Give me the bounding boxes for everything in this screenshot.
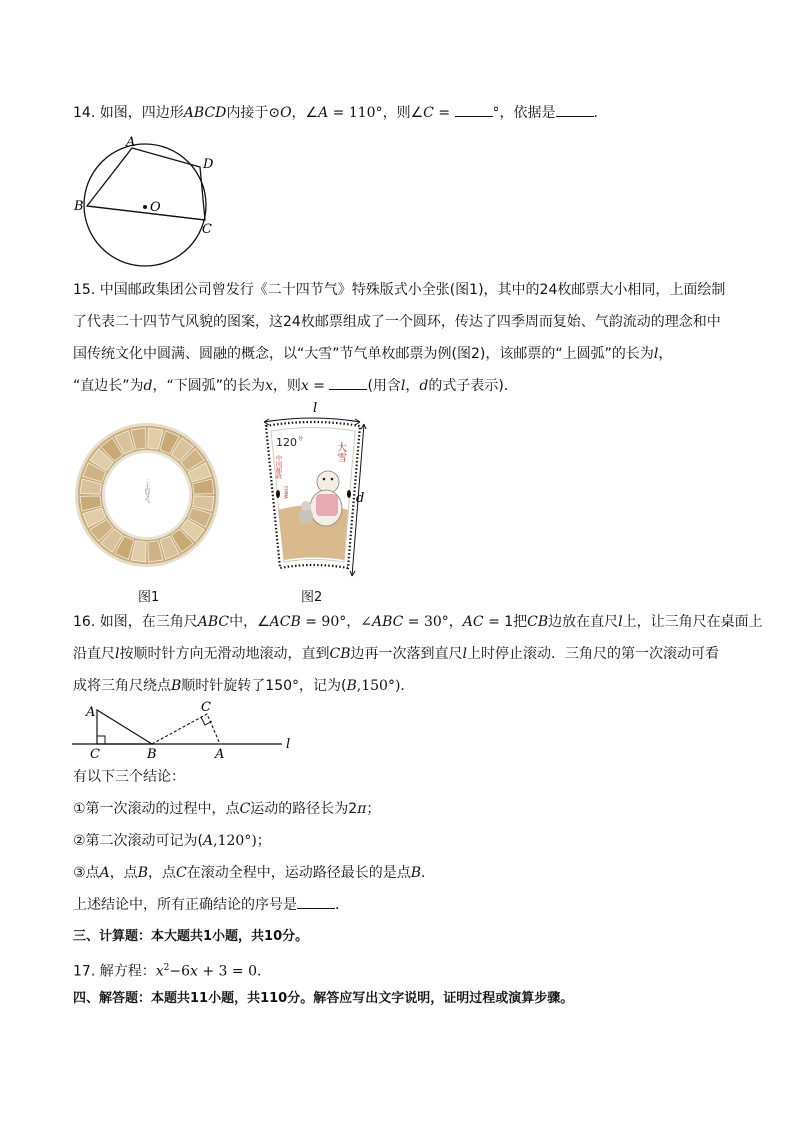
- stamp-figure: [256, 400, 376, 580]
- q16-line2: [73, 645, 719, 663]
- c3h: B: [410, 865, 421, 881]
- q16-t3b: B: [171, 678, 182, 694]
- c1e: ；: [366, 801, 381, 817]
- q16-t2g: 上时停止滚动．三角尺的第一次滚动可看: [466, 646, 719, 662]
- right-angle-mark: [97, 736, 105, 744]
- q14-eq-c: =: [433, 105, 455, 121]
- label-a: A: [126, 135, 136, 150]
- q16-t1a: 16. 如图，在三角尺: [73, 614, 198, 630]
- label-o: O: [150, 200, 161, 215]
- stamp-country: 中国邮政: [274, 455, 282, 479]
- q16-t3e: ,150°)．: [356, 678, 415, 694]
- q17-a: 17. 解方程：: [73, 963, 156, 980]
- l-arc-arrow: [264, 418, 360, 422]
- answer-blank[interactable]: [329, 377, 367, 390]
- q17-x: x: [155, 963, 164, 980]
- c3b: A: [99, 865, 110, 881]
- q16-t3a: 成将三角尺绕点: [73, 678, 171, 694]
- c3f: C: [175, 865, 187, 881]
- q14-text: [73, 104, 598, 122]
- q15-var-d: d: [143, 378, 153, 394]
- perforation-mark-left: [276, 490, 280, 498]
- fig2-caption: 图2: [301, 590, 323, 605]
- label-b: B: [74, 199, 84, 214]
- section-3-title: 三、计算题：本大题共1小题，共10分。: [73, 929, 309, 944]
- q14-eq-a: = 110°: [328, 105, 383, 121]
- conclusion-3: [73, 864, 435, 882]
- q14-text-a: 14. 如图，四边形: [73, 105, 184, 121]
- c2b: A: [203, 833, 214, 849]
- circle-figure: [70, 134, 220, 264]
- triangle-rolling-figure: [72, 700, 312, 760]
- c3e: ，点: [147, 865, 176, 881]
- q16-intro: 有以下三个结论：: [73, 769, 185, 785]
- q16-ask-text: 上述结论中，所有正确结论的序号是: [73, 897, 297, 913]
- stamp-ring-figure: [72, 420, 222, 570]
- q17-c: + 3 = 0．: [197, 963, 271, 980]
- c1a: ①第一次滚动的过程中，点: [73, 801, 240, 817]
- child-head: [301, 501, 311, 511]
- c2a: ②第二次滚动可记为(: [73, 833, 204, 849]
- q16-t1l: l: [618, 614, 623, 630]
- rotated-triangle: [152, 714, 220, 744]
- q14-text-b: 内接于: [226, 105, 269, 121]
- fig-label-c2: C: [201, 700, 211, 715]
- conclusion-2: [73, 832, 271, 850]
- snowman-eye: [331, 478, 334, 481]
- q14-text-d: ，则∠: [382, 105, 424, 121]
- stamp-country-en: CHINA: [283, 486, 289, 499]
- q15-line4j: ，: [405, 378, 420, 394]
- c1d: π: [357, 801, 367, 817]
- c3a: ③点: [73, 865, 100, 881]
- stamp-label-d: d: [356, 491, 365, 506]
- q14-angle-c: C: [423, 105, 434, 121]
- q15-line3: [73, 345, 672, 363]
- q15-eq: =: [308, 378, 330, 394]
- q16-t1d: ACB: [269, 614, 301, 630]
- q16-t3c: 顺时针旋转了150°，记为(: [181, 678, 347, 694]
- q16-t1e: = 90°，∠: [300, 614, 372, 630]
- q16-t2b: l: [115, 646, 120, 662]
- q17-x2: x: [190, 963, 198, 980]
- q16-t2f: l: [462, 646, 467, 662]
- q17-b: −6: [169, 963, 190, 980]
- q15-line4e: ，则: [272, 378, 301, 394]
- c3d: B: [137, 865, 148, 881]
- ring-center-text: 二十四节气: [144, 478, 150, 503]
- q15-line4h: (用含: [367, 378, 401, 394]
- q14-text-f: .: [593, 105, 598, 121]
- q16-t2c: 按顺时针方向无滑动地滚动，直到: [119, 646, 330, 662]
- q14-angle-a: A: [318, 105, 329, 121]
- q16-t2a: 沿直尺: [73, 646, 115, 662]
- c3g: 在滚动全程中，运动路径最长的是点: [186, 865, 411, 881]
- q16-t1k: 边放在直尺: [548, 614, 619, 630]
- q15-var-l: l: [653, 346, 659, 362]
- q15-line4: [73, 377, 518, 395]
- q15-line2: 了代表二十四节气风貌的图案，这24枚邮票组成了一个圆环，传达了四季周而复始、气韵流动的理念和中: [73, 314, 721, 330]
- label-d: D: [203, 157, 214, 172]
- q16-ask: [73, 896, 349, 914]
- q15-line3a: 国传统文化中圆满、圆融的概念，以“大雪”节气单枚邮票为例(图2)，该邮票的“上圆弧”的长为: [73, 346, 654, 362]
- fig-label-l: l: [286, 737, 291, 752]
- q14-quad: ABCD: [183, 105, 227, 121]
- q17-text: [73, 959, 271, 981]
- center-point: [143, 205, 147, 209]
- q16-t1h: AC: [462, 614, 484, 630]
- q16-t1m: 上，让三角尺在桌面上: [622, 614, 763, 630]
- snowman-scarf: [316, 494, 338, 516]
- snowman-eye: [323, 478, 326, 481]
- q15-var-d2: d: [419, 378, 429, 394]
- q16-ask-end: ．: [335, 897, 349, 913]
- conclusion-1: [73, 800, 380, 818]
- q15-line3c: ，: [658, 346, 673, 362]
- stamp-label-l: l: [313, 401, 318, 416]
- q16-t1b: ABC: [197, 614, 230, 630]
- c1b: C: [239, 801, 251, 817]
- fig-label-b: B: [147, 747, 157, 762]
- c1c: 运动的路径长为2: [250, 801, 358, 817]
- q16-t2e: 边再一次落到直尺: [350, 646, 463, 662]
- q15-var-x: x: [265, 378, 273, 394]
- c3c: ，点: [109, 865, 138, 881]
- c3i: ．: [421, 865, 435, 881]
- q15-line1: 15. 中国邮政集团公司曾发行《二十四节气》特殊版式小全张(图1)，其中的24枚邮票大小相同，上面绘制: [73, 282, 726, 298]
- circle-symbol: ⊙: [268, 105, 281, 121]
- perforation-mark-right: [347, 490, 351, 498]
- q15-var-x2: x: [300, 378, 309, 394]
- q16-t2d: CB: [329, 646, 351, 662]
- fig-label-a2: A: [215, 747, 225, 762]
- q16-t3d: B: [346, 678, 357, 694]
- q16-t1j: CB: [527, 614, 549, 630]
- label-c: C: [202, 222, 212, 237]
- q14-text-c: ，∠: [291, 105, 319, 121]
- q16-line1: [73, 613, 763, 631]
- answer-blank[interactable]: [556, 104, 594, 117]
- q16-line3: [73, 677, 414, 695]
- q15-line4a: “直边长”为: [73, 378, 144, 394]
- q16-t1c: 中，∠: [229, 614, 270, 630]
- q14-o: O: [280, 105, 292, 121]
- stamp-value-unit: 分: [298, 436, 304, 442]
- q15-line4l: 的式子表示)．: [428, 378, 518, 394]
- answer-blank[interactable]: [455, 104, 493, 117]
- fig1-caption: 图1: [138, 590, 160, 605]
- stamp-value: 120: [276, 436, 297, 449]
- q15-line4c: ，“下圆弧”的长为: [152, 378, 265, 394]
- q17-sup: 2: [163, 963, 170, 973]
- q16-t1i: = 1把: [483, 614, 528, 630]
- fig-label-a1: A: [86, 705, 96, 720]
- fig-label-c1: C: [90, 747, 100, 762]
- c2c: ,120°)；: [213, 833, 271, 849]
- answer-blank[interactable]: [297, 896, 335, 909]
- q14-text-e: °，依据是: [492, 105, 556, 121]
- q16-t1g: = 30°，: [403, 614, 463, 630]
- section-4-title: 四、解答题：本题共11小题，共110分。解答应写出文字说明，证明过程或演算步骤。: [73, 991, 574, 1006]
- q16-t1f: ABC: [371, 614, 404, 630]
- stamp-name: 大雪: [334, 442, 346, 462]
- snowman-head: [317, 471, 339, 493]
- q15-var-l2: l: [400, 378, 406, 394]
